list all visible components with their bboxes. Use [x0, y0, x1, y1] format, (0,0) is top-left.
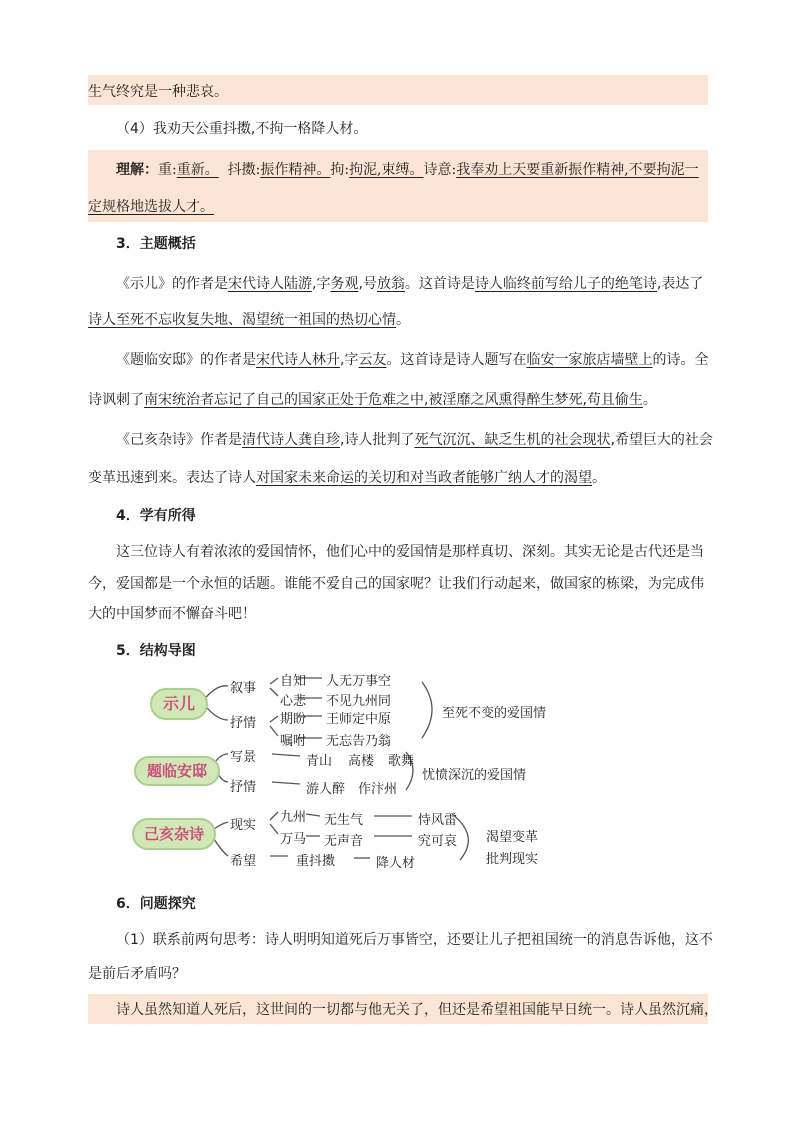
map-node: 恃风雷	[418, 813, 458, 828]
map-node: 不见九州同	[326, 694, 392, 709]
section5-heading: 5．结构导图	[116, 643, 196, 659]
s3-p2-l2: 诗讽刺了南宋统治者忘记了自己的国家正处于危难之中,被淫靡之风熏得醉生梦死,苟且偷生。	[88, 392, 657, 408]
map-node: 降人材	[376, 856, 416, 871]
map-label: 写景	[230, 750, 257, 765]
map-theme: 忧愤深沉的爱国情	[422, 768, 527, 783]
understand-line-1: 理解：重:重新。 抖擞:振作精神。拘:拘泥,束缚。诗意:我奉劝上天要重新振作精神,不要拘泥一	[116, 162, 699, 178]
map-node: 高楼	[348, 754, 375, 769]
map-node: 九州	[280, 810, 307, 825]
map-label: 抒情	[230, 716, 257, 731]
map-node: 青山	[306, 754, 333, 769]
s4-l2: 今，爱国都是一个永恒的话题。谁能不爱自己的国家呢？让我们行动起来，做国家的栋梁，为完成伟	[88, 576, 704, 592]
s4-l3: 大的中国梦而不懈奋斗吧！	[88, 606, 256, 622]
section6-heading: 6．问题探究	[116, 896, 196, 912]
map-node: 无忘告乃翁	[326, 734, 392, 749]
prev-tail: 生气终究是一种悲哀。	[88, 84, 228, 100]
poem-cloud-jihai: 己亥杂诗	[132, 818, 216, 850]
map-label: 抒情	[230, 780, 257, 795]
map-node: 人无万事空	[326, 674, 392, 689]
map-node: 心悲	[280, 694, 307, 709]
understand-line-2: 定规格地选拔人才。	[88, 199, 214, 215]
poem-cloud-tilinanadi: 题临安邸	[134, 756, 220, 786]
map-node: 自知	[280, 674, 307, 689]
map-node: 无生气	[324, 813, 364, 828]
s6-q1-l1: （1）联系前两句思考：诗人明明知道死后万事皆空，还要让儿子把祖国统一的消息告诉他，这不	[116, 932, 713, 948]
map-node: 游人醉	[306, 782, 346, 797]
map-node: 期盼	[280, 712, 307, 727]
map-label: 叙事	[230, 681, 257, 696]
map-node: 万马	[280, 832, 307, 847]
s4-l1: 这三位诗人有着浓浓的爱国情怀，他们心中的爱国情是那样真切、深刻。其实无论是古代还是当	[116, 544, 704, 560]
map-theme: 至死不变的爱国情	[442, 706, 547, 721]
map-label: 希望	[230, 854, 257, 869]
map-label: 现实	[230, 818, 257, 833]
map-theme: 批判现实	[486, 852, 539, 867]
s3-p1-l1: 《示儿》的作者是宋代诗人陆游,字务观,号放翁。这首诗是诗人临终前写给儿子的绝笔诗,表达了	[116, 276, 704, 292]
section3-heading: 3．主题概括	[116, 236, 196, 252]
s3-p3-l1: 《己亥杂诗》作者是清代诗人龚自珍,诗人批判了死气沉沉、缺乏生机的社会现状,希望巨大的社会	[116, 432, 713, 448]
map-node: 究可哀	[418, 834, 458, 849]
s3-p1-l2: 诗人至死不忘收复失地、渴望统一祖国的热切心情。	[88, 312, 410, 328]
section4-heading: 4．学有所得	[116, 508, 196, 524]
item-4: （4）我劝天公重抖擞,不拘一格降人材。	[116, 121, 368, 137]
s6-a1-l1: 诗人虽然知道人死后，这世间的一切都与他无关了，但还是希望祖国能早日统一。诗人虽然沉痛，	[116, 1002, 718, 1018]
map-node: 嘱咐	[280, 734, 307, 749]
poem-cloud-shier: 示儿	[150, 688, 208, 720]
s6-q1-l2: 是前后矛盾吗？	[88, 966, 186, 982]
s3-p3-l2: 变革迅速到来。表达了诗人对国家未来命运的关切和对当政者能够广纳人才的渴望。	[88, 470, 606, 486]
map-theme: 渴望变革	[486, 830, 539, 845]
map-node: 重抖擞	[296, 854, 336, 869]
map-node: 王师定中原	[326, 712, 392, 727]
structure-map	[130, 664, 570, 876]
map-node: 歌舞	[388, 754, 415, 769]
s3-p2-l1: 《题临安邸》的作者是宋代诗人林升,字云友。这首诗是诗人题写在临安一家旅店墙壁上的诗。全	[116, 352, 709, 368]
map-node: 无声音	[324, 834, 364, 849]
map-node: 作汴州	[358, 782, 398, 797]
